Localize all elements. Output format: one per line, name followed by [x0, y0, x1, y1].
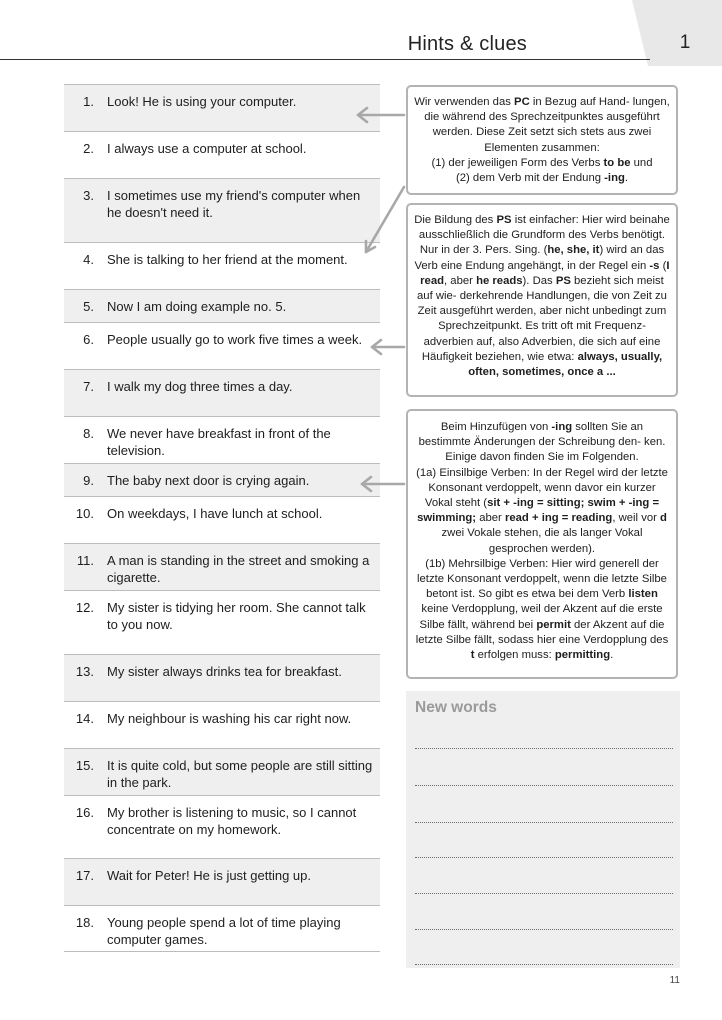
hint-box-present-continuous — [406, 85, 678, 195]
hint-text: der Akzent auf die letzte Silbe fällt, sodass hier eine Verdopplung des — [415, 618, 669, 646]
exercise-item — [64, 84, 380, 131]
hint-text: Die Bildung des — [414, 214, 497, 226]
hint-bold: -ing — [551, 421, 573, 433]
exercise-number: 11. — [76, 553, 94, 568]
hint-text: (1b) Mehrsilbige Verben: Hier wird generell der letzte Konsonant verdoppelt, wenn die letzte Silbe betont ist. So gibt es etwa bei dem Verb — [417, 557, 667, 601]
hint-text: bezieht sich meist auf wie- derkehrende Handlungen, die von Zeit zu Zeit ausgeführt werden, aber nicht unbedingt zum Sprechzeitpunkt. Es tritt oft mit Frequenz- adverbien auf, also Adverbien, die sich auf eine Häufigkeit beziehen, wie etwa: — [417, 274, 667, 363]
exercise-text: My neighbour is washing his car right now. — [107, 711, 352, 726]
chapter-number: 1 — [679, 32, 691, 53]
exercise-number: 7. — [83, 379, 94, 394]
exercise-text: I always use a computer at school. — [107, 141, 307, 156]
exercise-number: 2. — [83, 141, 94, 156]
exercise-text: It is quite cold, but some people are still sitting in the park. — [107, 758, 373, 790]
hint-bold: -s — [649, 259, 660, 272]
exercise-number: 15. — [75, 758, 94, 773]
exercise-text: I walk my dog three times a day. — [107, 379, 293, 394]
exercise-text: Look! He is using your computer. — [107, 94, 297, 109]
hint-text: (2) dem Verb mit der Endung — [455, 172, 605, 185]
exercise-text: The baby next door is crying again. — [107, 473, 310, 488]
exercise-item — [64, 242, 380, 289]
exercise-item — [64, 543, 380, 590]
exercise-item — [64, 369, 380, 416]
exercise-item — [64, 416, 380, 463]
exercise-number: 3. — [83, 188, 94, 203]
exercise-item — [64, 131, 380, 178]
hint-bold: always, usually, often, sometimes, once a ... — [468, 350, 663, 379]
exercise-number: 10. — [75, 506, 94, 521]
exercise-item — [64, 748, 380, 795]
hint-bold: PC — [514, 96, 530, 108]
exercise-item — [64, 463, 380, 496]
hint-box-present-simple — [406, 203, 678, 397]
exercise-text: My sister is tidying her room. She cannot talk to you now. — [107, 600, 366, 632]
hint-text: (1) der jeweiligen Form des Verbs — [431, 156, 604, 169]
exercise-item — [64, 654, 380, 701]
new-word-line[interactable] — [415, 929, 673, 930]
hint-text: Wir verwenden das — [414, 96, 515, 108]
exercise-text: I sometimes use my friend's computer when he doesn't need it. — [107, 188, 361, 220]
hint-text: keine Verdopplung, weil der Akzent auf die erste Silbe fällt, während bei — [419, 603, 663, 631]
exercise-number: 18. — [75, 915, 94, 930]
exercise-number: 8. — [83, 426, 94, 441]
exercise-text: She is talking to her friend at the moment. — [107, 252, 348, 267]
hint-bold: permit — [536, 618, 571, 631]
hint-bold: -ing — [604, 172, 625, 185]
new-word-line[interactable] — [415, 857, 673, 858]
exercise-text: Wait for Peter! He is just getting up. — [107, 868, 311, 883]
hint-text: . — [610, 649, 614, 662]
hint-bold: PS — [496, 214, 512, 226]
exercise-item — [64, 496, 380, 543]
exercise-text: My sister always drinks tea for breakfast. — [107, 664, 342, 679]
hint-bold: sit + -ing = sitting; swim + -ing = swimming; — [417, 497, 660, 525]
hint-text: und — [630, 156, 653, 169]
page-title: Hints & clues — [407, 33, 527, 55]
hint-text: Beim Hinzufügen von — [440, 421, 552, 433]
exercise-text: Young people spend a lot of time playing computer games. — [107, 915, 341, 947]
exercise-item — [64, 322, 380, 369]
hint-text: , weil vor — [612, 512, 661, 525]
hint-text: , aber — [444, 274, 477, 287]
hint-box-ing-spelling — [406, 409, 678, 679]
hint-text: (1a) Einsilbige Verben: In der Regel wird der letzte Konsonant verdoppelt, wenn davor ein kurzer Vokal steht ( — [416, 466, 668, 510]
header-rule — [0, 59, 650, 60]
exercise-item — [64, 701, 380, 748]
new-word-line[interactable] — [415, 893, 673, 894]
hint-text: ( — [659, 259, 667, 272]
exercise-text: A man is standing in the street and smoking a cigarette. — [107, 553, 370, 585]
exercise-text: Now I am doing example no. 5. — [107, 299, 287, 314]
exercise-item — [64, 590, 380, 654]
hint-text: zwei Vokale stehen, die als langer Vokal gesprochen werden). — [441, 527, 643, 555]
exercise-item — [64, 289, 380, 322]
hint-text: erfolgen muss: — [474, 649, 555, 662]
new-words-panel — [406, 691, 680, 968]
hint-bold: I read — [420, 259, 670, 287]
exercise-number: 1. — [83, 94, 94, 109]
exercise-number: 13. — [75, 664, 94, 679]
header-tab-fold — [632, 0, 648, 66]
exercise-number: 14. — [75, 711, 94, 726]
exercise-item — [64, 178, 380, 242]
exercise-text: People usually go to work five times a week. — [107, 332, 363, 347]
hint-text: sollten Sie an bestimmte Änderungen der Schreibung den- ken. Einige davon finden Sie im Folgenden. — [418, 421, 666, 464]
hint-bold: permitting — [554, 649, 611, 662]
new-words-title: New words — [415, 699, 497, 716]
exercise-text: We never have breakfast in front of the television. — [107, 426, 331, 458]
exercise-item — [64, 795, 380, 858]
exercise-item — [64, 858, 380, 905]
hint-text: ). Das — [522, 274, 556, 287]
hint-bold: he reads — [476, 274, 523, 287]
new-word-line[interactable] — [415, 748, 673, 749]
hint-text: ) wird an das Verb eine Endung angehängt, in der Regel ein — [414, 244, 665, 272]
exercise-number: 16. — [75, 805, 94, 820]
hint-bold: to be — [603, 156, 631, 169]
exercise-number: 5. — [83, 299, 94, 314]
exercise-text: My brother is listening to music, so I cannot concentrate on my homework. — [107, 805, 357, 837]
hint-bold: t — [470, 649, 475, 662]
exercise-number: 12. — [75, 600, 94, 615]
hint-text: ist einfacher: Hier wird beinahe ausschließlich die Grundform des Verbs benötigt. Nur in der 3. Pers. Sing. ( — [418, 214, 670, 257]
hint-bold: PS — [555, 274, 571, 287]
exercise-item — [64, 905, 380, 952]
exercise-number: 4. — [83, 252, 94, 267]
new-word-line[interactable] — [415, 964, 673, 965]
exercise-number: 17. — [75, 868, 94, 883]
hint-bold: read + ing = reading — [504, 512, 613, 525]
exercise-number: 9. — [83, 473, 94, 488]
page-number: 11 — [669, 975, 680, 986]
new-word-line[interactable] — [415, 785, 673, 786]
hint-bold: d — [660, 512, 667, 525]
hint-bold: listen — [628, 588, 658, 601]
new-word-line[interactable] — [415, 822, 673, 823]
exercise-text: On weekdays, I have lunch at school. — [107, 506, 323, 521]
hint-text: aber — [476, 512, 505, 525]
hint-text: in Bezug auf Hand- lungen, die während des Sprechzeitpunktes ausgeführt werden. Diese Zeit setzt sich stets aus zwei Elementen zusammen: — [424, 96, 670, 154]
hint-bold: he, she, it — [547, 244, 600, 257]
hint-text: . — [624, 172, 629, 185]
exercise-number: 6. — [83, 332, 94, 347]
